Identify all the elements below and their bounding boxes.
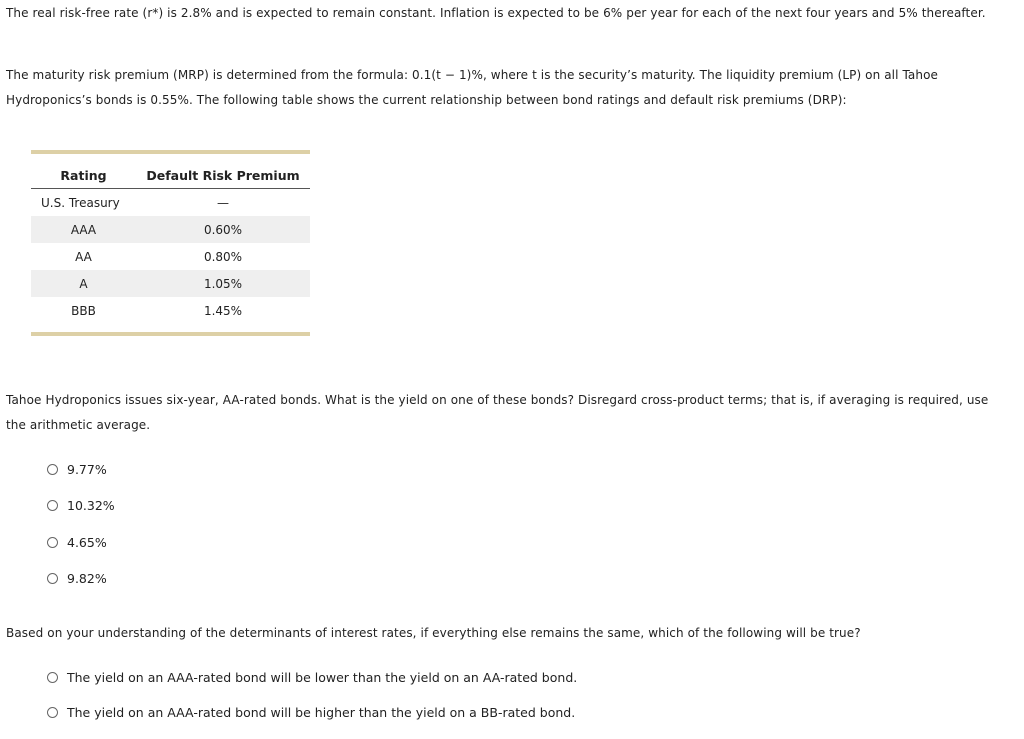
drp-cell: — [217, 195, 229, 210]
drp-cell: 1.45% [203, 303, 243, 318]
radio-button[interactable] [47, 573, 58, 584]
table-bottom-rule [31, 332, 310, 336]
table-row [31, 297, 310, 324]
rating-header: Rating [31, 162, 136, 189]
table-row [31, 216, 310, 243]
q2-option-1[interactable] [47, 667, 577, 687]
drp-table [31, 162, 310, 324]
option-label: 9.77% [67, 461, 107, 477]
rating-cell: AAA [31, 216, 136, 243]
drp-table-container [31, 150, 310, 336]
rating-cell: BBB [71, 303, 96, 318]
table-top-rule [31, 150, 310, 154]
rating-cell: AA [75, 249, 92, 264]
option-label: The yield on an AAA-rated bond will be higher than the yield on a BB-rated bond. [67, 704, 576, 720]
q1-option-1[interactable] [47, 459, 107, 479]
q1-option-4[interactable] [47, 568, 107, 588]
radio-button[interactable] [47, 500, 58, 511]
option-label: 4.65% [67, 534, 107, 550]
rating-cell: U.S. Treasury [41, 195, 120, 210]
table-header-row [31, 162, 310, 189]
option-label: 10.32% [67, 497, 115, 513]
q1-option-2[interactable] [47, 495, 115, 515]
radio-button[interactable] [47, 672, 58, 683]
drp-cell: 0.60% [136, 216, 310, 243]
radio-button[interactable] [47, 707, 58, 718]
drp-cell: 1.05% [136, 270, 310, 297]
question-2-text: Based on your understanding of the determinants of interest rates, if everything else remains the same, which of the following will be true? [6, 626, 861, 640]
q2-option-2[interactable] [47, 702, 575, 722]
option-label: The yield on an AAA-rated bond will be lower than the yield on an AA-rated bond. [67, 669, 578, 685]
drp-header: Default Risk Premium [136, 162, 310, 189]
mrp-paragraph: The maturity risk premium (MRP) is determined from the formula: 0.1(t − 1)%, where t is the security’s maturity. The liquidity premium (LP) on all Tahoe Hydroponics’s bonds is 0.55%. The following table shows the current relationship between bond ratings and default risk premiums (DRP): [6, 68, 938, 107]
table-row [31, 189, 310, 217]
option-label: 9.82% [67, 570, 107, 586]
table-row [31, 243, 310, 270]
drp-cell: 0.80% [203, 249, 243, 264]
table-row [31, 270, 310, 297]
q1-option-3[interactable] [47, 532, 107, 552]
radio-button[interactable] [47, 464, 58, 475]
radio-button[interactable] [47, 537, 58, 548]
question-1-text: Tahoe Hydroponics issues six-year, AA-rated bonds. What is the yield on one of these bonds? Disregard cross-product terms; that is, if averaging is required, use the arithmetic average. [6, 393, 989, 432]
rating-cell: A [31, 270, 136, 297]
intro-paragraph: The real risk-free rate (r*) is 2.8% and is expected to remain constant. Inflation is expected to be 6% per year for each of the next four years and 5% thereafter. [6, 6, 986, 20]
